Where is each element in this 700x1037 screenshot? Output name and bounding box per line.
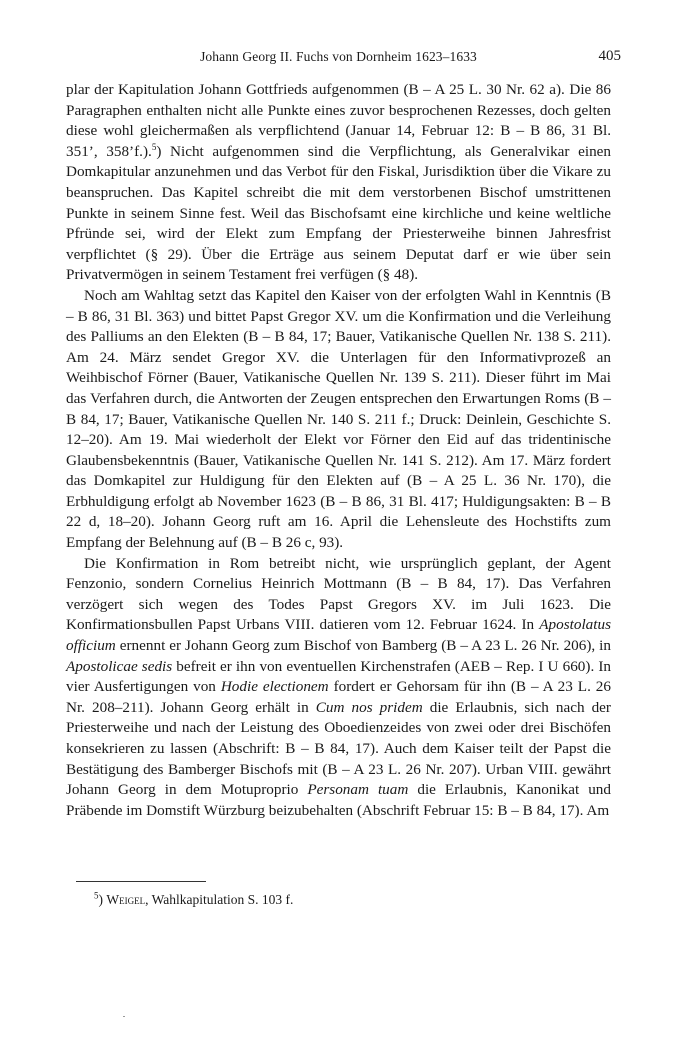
text-run: Noch am Wahltag setzt das Kapitel den Kaiser von der erfolgten Wahl in Kenntnis (B – B 86, 31 Bl. 363) und bittet Papst Gregor XV. um die Konfirmation und die Verleihung des Palliums an den Elekten (B – B 84, 17; Bauer, Vatikanische Quellen Nr. 138 S. 211). Am 24. März sendet Gregor XV. die Unterlagen für den Informativprozeß an Weihbischof Förner (Bauer, Vatikanische Quellen Nr. 139 S. 211). Dieser führt im Mai das Verfahren durch, die Antworten der Zeugen entsprechen den Erwartungen Roms (B – B 84, 17; Bauer, Vatikanische Quellen Nr. 140 S. 211 f.; Druck: Deinlein, Geschichte S. 12–20). Am 19. Mai wiederholt der Elekt vor Förner den Eid auf das tridentinische Glaubensbekenntnis (Bauer, Vatikanische Quellen Nr. 141 S. 212). Am 17. März fordert das Domkapitel zur Huldigung für den Elekten auf (B – A 25 L. 36 Nr. 170), die Erbhuldigung erfolgt ab November 1623 (B – B 86, 31 Bl. 417; Huldigungsakten: B – B 22 d, 18–20). Johann Georg ruft am 16. April die Lehensleute des Hochstifts zum Empfang der Belehnung auf (B – B 26 c, 93). <box>66 286 611 552</box>
text-run: ) Nicht aufgenommen sind die Verpflichtung, als Generalvikar einen Domkapitular anzunehmen und das Verbot für den Fiskal, Jurisdiktion über die Vikare zu beanspruchen. Das Kapitel schreibt die mit dem verstorbenen Bischof umstrittenen Punkte in seinem Sinne fest. Weil das Bischofsamt eine kirchliche und keine weltliche Pfründe sei, wird der Elekt zum Empfang der Priesterweihe binnen Jahresfrist verpflichtet (§ 29). Über die Erträge aus seinem Deputat darf er wie über sein Privatvermögen in seinem Testament frei verfügen (§ 48). <box>66 142 612 284</box>
footnote: $^5$) Weigel, Wahlkapitulation S. 103 f. <box>94 890 294 907</box>
italic-title: Hodie electionem <box>220 678 329 696</box>
scan-speck <box>123 1016 125 1017</box>
text-run: befreit er ihn von eventuellen Kirchenstrafen (AEB – Rep. I U 660). In vier Ausfertigungen von <box>66 657 612 696</box>
footnote-ref: 5 <box>151 141 157 152</box>
page-number: 405 <box>598 48 621 64</box>
italic-title: Apostolicae sedis <box>66 657 173 675</box>
running-title: Johann Georg II. Fuchs von Dornheim 1623–1633 <box>200 49 477 64</box>
text-run: plar der Kapitulation Johann Gottfrieds aufgenommen (B – A 25 L. 30 Nr. 62 a). Die 86 Paragraphen enthalten nicht alle Punkte eines zuvor besprochenen Rezesses, doch gelten diese wohl gleichermaßen als verpflichtend (Januar 14, Februar 12: B – B 86, 31 Bl. 351’, 358’f.). <box>66 81 611 160</box>
text-run: fordert er Gehorsam für ihn (B – A 23 L. 26 Nr. 208–211). Johann Georg erhält in <box>66 678 611 716</box>
text-run: Die Konfirmation in Rom betreibt nicht, wie ursprünglich geplant, der Agent Fenzonio, sondern Cornelius Heinrich Mottmann (B – B 84, 17). Das Verfahren verzögert sich wegen des Todes Papst Gregors XV. im Juli 1623. Die Konfirmationsbullen Papst Urbans VIII. datieren vom 12. Februar 1624. In <box>66 554 611 634</box>
footnote-marker: 5 <box>94 890 99 901</box>
paragraph <box>66 80 611 286</box>
italic-title: Personam tuam <box>307 781 409 799</box>
footnote-text: , Wahlkapitulation S. 103 f. <box>145 892 294 907</box>
paragraph <box>66 554 611 822</box>
italic-title: Cum nos pridem <box>315 698 423 716</box>
text-run: ernennt er Johann Georg zum Bischof von Bamberg (B – A 23 L. 26 Nr. 206), in <box>115 637 611 655</box>
paragraph <box>66 286 611 554</box>
footnote-rule <box>76 881 206 882</box>
footnote-author: Weigel <box>106 892 146 907</box>
text-run: die Erlaubnis, sich nach der Priesterweihe und nach der Leistung des Oboedienzeides von zwei oder drei Bischöfen konsekrieren zu lassen (Abschrift: B – B 84, 17). Auch dem Kaiser teilt der Papst die Bestätigung des Bamberger Bischofs mit (B – A 23 L. 26 Nr. 207). Urban VIII. gewährt Johann Georg in dem Motuproprio <box>66 698 611 799</box>
running-header <box>66 48 621 67</box>
body-text <box>66 80 611 821</box>
text-run: die Erlaubnis, Kanonikat und Präbende im Domstift Würzburg beizubehalten (Abschrift Februar 15: B – B 84, 17). Am <box>66 781 611 819</box>
italic-title: Apostolatus officium <box>66 616 611 655</box>
